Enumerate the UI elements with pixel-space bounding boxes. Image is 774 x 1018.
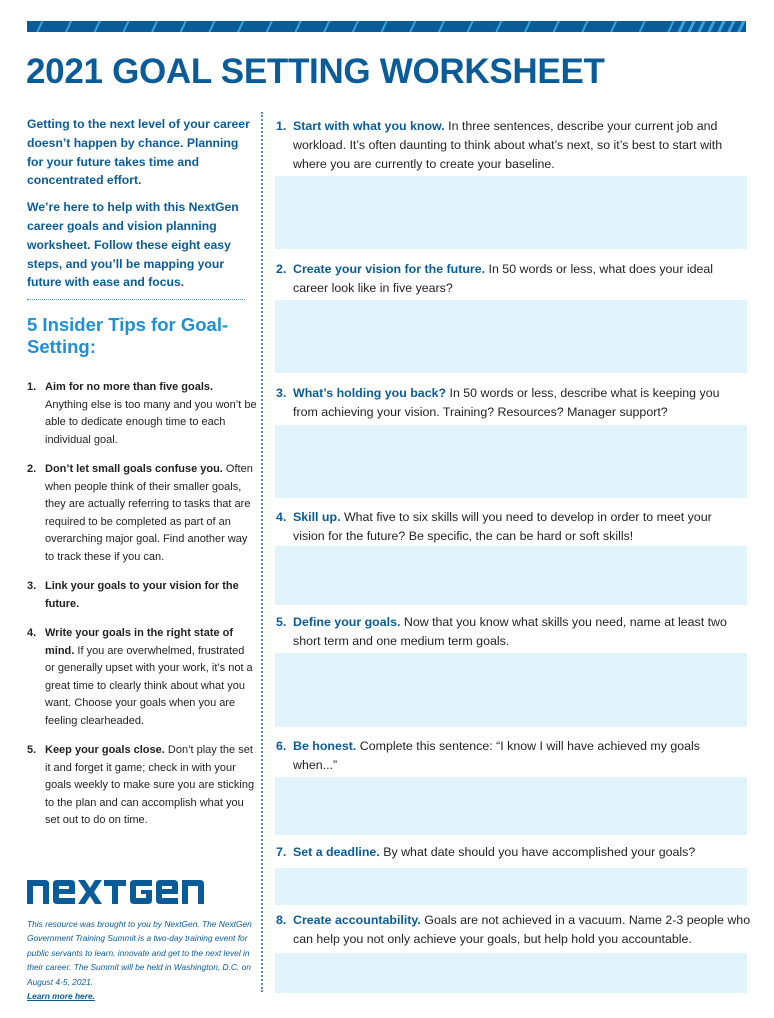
tip-item xyxy=(27,379,257,449)
question-5 xyxy=(276,613,751,651)
question-text: Complete this sentence: “I know I will have achieved my goals when...” xyxy=(293,739,701,772)
tip-text: Don’t play the set it and forget it game; check in with your goals weekly to make sure you are sticking to the plan and can accomplish what you set out to do on time. xyxy=(45,744,255,826)
learn-more-link[interactable]: Learn more here. xyxy=(27,991,95,1002)
question-lead: Create accountability. xyxy=(293,913,421,927)
question-number: 3. xyxy=(276,386,287,400)
tip-lead: Write your goals in the right state of mind. xyxy=(45,627,234,657)
answer-box-8[interactable] xyxy=(275,953,747,993)
question-lead: Set a deadline. xyxy=(293,845,380,859)
tip-text: If you are overwhelmed, frustrated or generally upset with your work, it’s not a great time to clearly think about what you want. Choose your goals when you are feeling clearheaded. xyxy=(45,644,253,727)
tip-lead: Aim for no more than five goals. xyxy=(45,381,214,393)
nextgen-logo xyxy=(27,876,205,908)
question-lead: Start with what you know. xyxy=(293,119,445,133)
question-text: Now that you know what skills you need, name at least two short term and one medium term goals. xyxy=(293,615,727,648)
question-number: 4. xyxy=(276,510,287,524)
tip-number: 5. xyxy=(27,744,37,756)
tip-number: 1. xyxy=(27,381,37,393)
tip-text: Often when people think of their smaller goals, they are actually referring to tasks that are required to be completed as part of an overarching major goal. Find another way to track these if you can. xyxy=(45,463,253,563)
question-text: Goals are not achieved in a vacuum. Name 2-3 people who can help you not only achieve your goals, but help hold you accountable. xyxy=(293,913,751,946)
intro-text xyxy=(27,115,255,300)
header-stripe-accent xyxy=(676,21,746,32)
question-text: By what date should you have accomplished your goals? xyxy=(379,845,696,859)
tip-lead: Link your goals to your vision for the future. xyxy=(45,580,239,610)
answer-box-7[interactable] xyxy=(275,868,747,905)
question-text: What five to six skills will you need to develop in order to meet your vision for the future? Be specific, the can be hard or soft skills! xyxy=(293,510,712,543)
column-divider xyxy=(261,112,263,992)
answer-box-1[interactable] xyxy=(275,176,747,249)
question-number: 5. xyxy=(276,615,287,629)
footer-text: This resource was brought to you by NextGen. The NextGen Government Training Summit is a two-day training event for public servants to learn, innovate and get to the next level in their career. The Summit will be held in Washington, D.C. on August 4-5, 2021. xyxy=(27,919,252,987)
answer-box-4[interactable] xyxy=(275,546,747,605)
question-number: 1. xyxy=(276,119,287,133)
question-text: In 50 words or less, what does your ideal career look like in five years? xyxy=(293,262,714,295)
tip-text: Anything else is too many and you won’t be able to dedicate enough time to each individual goal. xyxy=(45,398,257,446)
tip-number: 2. xyxy=(27,463,37,475)
tip-item xyxy=(27,625,257,730)
question-number: 2. xyxy=(276,262,287,276)
question-1 xyxy=(276,117,751,174)
question-number: 7. xyxy=(276,845,287,859)
tip-number: 4. xyxy=(27,627,37,639)
question-4 xyxy=(276,508,751,546)
intro-paragraph-2: We’re here to help with this NextGen career goals and vision planning worksheet. Follow these eight easy steps, and you’ll be mapping your future with ease and focus. xyxy=(27,200,239,290)
intro-paragraph-1: Getting to the next level of your career doesn’t happen by chance. Planning for your future takes time and concentrated effort. xyxy=(27,117,250,188)
tip-number: 3. xyxy=(27,580,37,592)
question-lead: Create your vision for the future. xyxy=(293,262,486,276)
answer-box-3[interactable] xyxy=(275,425,747,498)
tips-heading: 5 Insider Tips for Goal-Setting: xyxy=(27,314,229,357)
question-6 xyxy=(276,737,751,775)
tip-lead: Keep your goals close. xyxy=(45,744,165,756)
question-text: In 50 words or less, describe what is keeping you from achieving your vision. Training? Resources? Manager support? xyxy=(293,386,720,419)
question-3 xyxy=(276,384,751,422)
answer-box-5[interactable] xyxy=(275,653,747,727)
question-number: 6. xyxy=(276,739,287,753)
question-lead: Skill up. xyxy=(293,510,341,524)
answer-box-2[interactable] xyxy=(275,300,747,373)
header-stripe-bar xyxy=(27,21,746,32)
tip-item xyxy=(27,742,257,830)
question-lead: Define your goals. xyxy=(293,615,401,629)
tip-lead: Don’t let small goals confuse you. xyxy=(45,463,223,475)
question-8 xyxy=(276,911,751,949)
page-title: 2021 GOAL SETTING WORKSHEET xyxy=(26,52,605,91)
tip-item xyxy=(27,461,257,566)
question-text: In three sentences, describe your current job and workload. It’s often daunting to think about what’s next, so it’s best to start with where you are currently to create your baseline. xyxy=(293,119,723,171)
question-2 xyxy=(276,260,751,298)
question-lead: Be honest. xyxy=(293,739,357,753)
question-number: 8. xyxy=(276,913,287,927)
tips-list xyxy=(27,379,257,842)
question-7 xyxy=(276,843,751,862)
answer-box-6[interactable] xyxy=(275,777,747,835)
footer-note xyxy=(27,917,257,1003)
section-divider xyxy=(27,299,245,300)
tip-item xyxy=(27,578,257,613)
question-lead: What’s holding you back? xyxy=(293,386,447,400)
